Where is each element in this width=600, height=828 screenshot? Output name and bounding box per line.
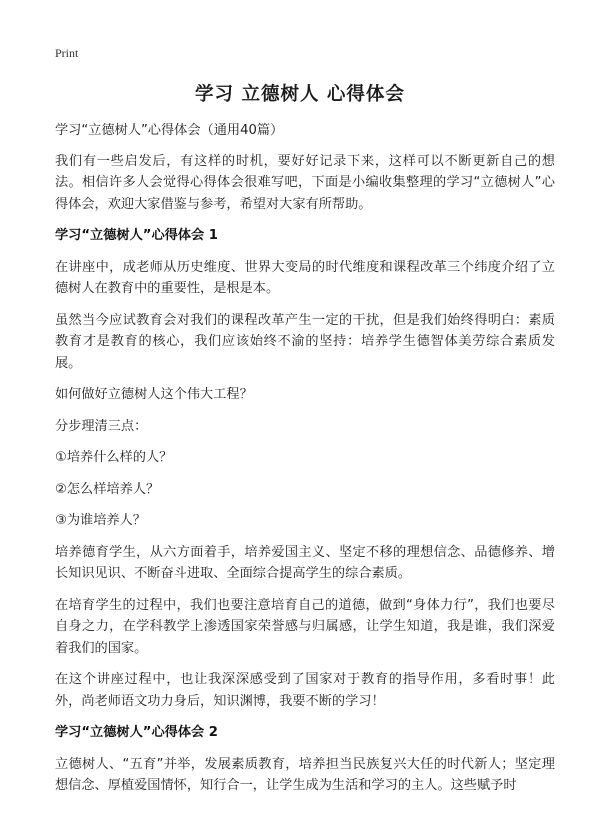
section-1-paragraph: 分步理清三点： — [55, 418, 148, 434]
section-1-paragraph: 如何做好立德树人这个伟大工程？ — [55, 387, 253, 402]
section-2-heading: 学习“立德树人”心得体会 2 — [55, 725, 218, 740]
section-2-paragraph: 立德树人、“五育”并举，发展素质教育，培养担当民族复兴大任的时代新人；坚定理想信念、厚植爱国情怀，知行合一，让学生成为生活和学习的主人。这些赋予时 — [55, 756, 555, 793]
section-1-paragraph: 虽然当今应试教育会对我们的课程改革产生一定的干扰，但是我们始终得明白：素质教育才是教育的核心，我们应该始终不渝的坚持：培养学生德智体美劳综合素质发展。 — [55, 312, 555, 371]
section-1-list-item: ①培养什么样的人？ — [55, 450, 173, 465]
section-1-paragraph: 培养德育学生，从六方面着手，培养爱国主义、坚定不移的理想信念、品德修养、增长知识见识、不断奋斗进取、全面综合提高学生的综合素质。 — [55, 544, 555, 581]
section-1-list-item: ③为谁培养人？ — [55, 513, 146, 528]
intro-paragraph: 我们有一些启发后，有这样的时机，要好好记录下来，这样可以不断更新自己的想法。相信许多人会觉得心得体会很难写吧，下面是小编收集整理的学习“立德树人”心得体会，欢迎大家借鉴与参考，希望对大家有所帮助。 — [55, 153, 555, 212]
section-1-heading: 学习“立德树人”心得体会 1 — [55, 228, 218, 243]
print-label: Print — [55, 46, 79, 60]
section-1-paragraph: 在培育学生的过程中，我们也要注意培育自己的道德，做到“身体力行”，我们也要尽自身之力，在学科教学上渗透国家荣誉感与归属感，让学生知道，我是谁，我们深爱着我们的国家。 — [55, 597, 555, 656]
section-1-paragraph: 在这个讲座过程中，也让我深深感受到了国家对于教育的指导作用，多看时事！此外，尚老师语文功力身后，知识渊博，我要不断的学习！ — [55, 672, 555, 709]
document-body — [55, 120, 555, 807]
page-title: 学习 立德树人 心得体会 — [195, 84, 405, 105]
section-1-list-item: ②怎么样培养人？ — [55, 481, 160, 497]
document-subtitle: 学习“立德树人”心得体会（通用40篇） — [55, 123, 284, 138]
section-1-paragraph: 在讲座中，成老师从历史维度、世界大变局的时代维度和课程改革三个纬度介绍了立德树人在教育中的重要性，是根是本。 — [55, 259, 555, 296]
